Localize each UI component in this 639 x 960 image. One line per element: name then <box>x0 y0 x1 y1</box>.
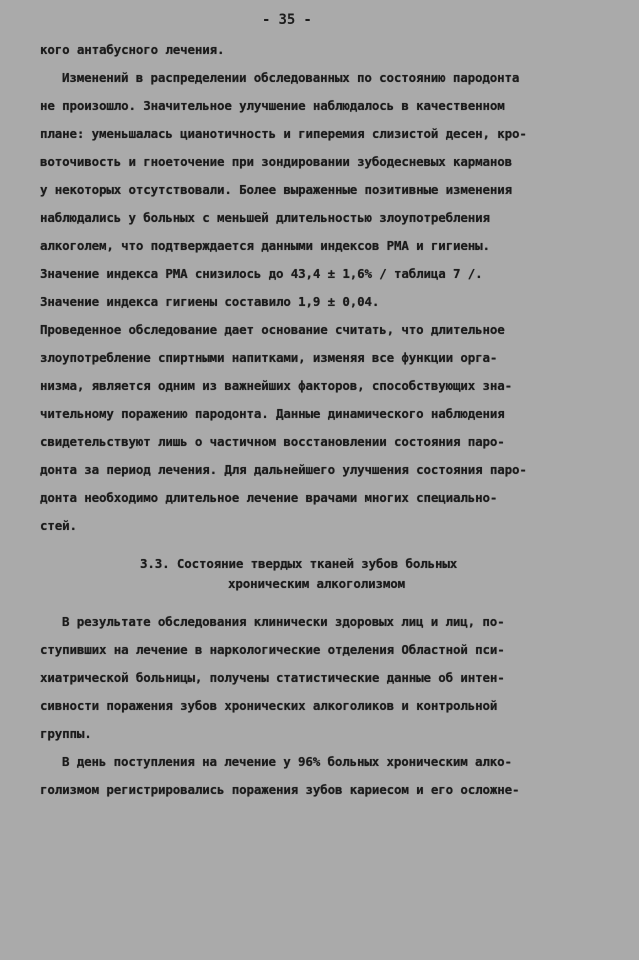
text-line: донта необходимо длительное лечение врачами многих специально- <box>40 490 498 505</box>
text-line: наблюдались у больных с меньшей длительностью злоупотребления <box>40 210 490 225</box>
text-line: свидетельствуют лишь о частичном восстановлении состояния паро- <box>40 434 505 449</box>
text-line: чительному поражению пародонта. Данные динамического наблюдения <box>40 406 505 421</box>
text-line: злоупотребление спиртными напитками, изменяя все функции орга- <box>40 350 498 365</box>
section-title-line-2: хроническим алкоголизмом <box>228 576 406 591</box>
text-line: донта за период лечения. Для дальнейшего улучшения состояния паро- <box>40 462 527 477</box>
section-title-line-1: 3.3. Состояние твердых тканей зубов больных <box>140 556 458 571</box>
text-line: Значение индекса РМА снизилось до 43,4 ± 1,6% / таблица 7 /. <box>40 266 483 281</box>
text-line: хиатрической больницы, получены статистические данные об интен- <box>40 670 505 685</box>
text-line: плане: уменьшалась цианотичность и гиперемия слизистой десен, кро- <box>40 126 527 141</box>
text-line: алкоголем, что подтверждается данными индексов РМА и гигиены. <box>40 238 490 253</box>
text-line: воточивость и гноеточение при зондировании зубодесневых карманов <box>40 154 513 169</box>
text-line: Изменений в распределении обследованных по состоянию пародонта <box>62 70 520 85</box>
text-line: голизмом регистрировались поражения зубов кариесом и его осложне- <box>40 782 520 797</box>
text-line: у некоторых отсутствовали. Более выраженные позитивные изменения <box>40 182 513 197</box>
text-line: не произошло. Значительное улучшение наблюдалось в качественном <box>40 98 505 113</box>
text-line: кого антабусного лечения. <box>40 42 225 57</box>
text-line: сивности поражения зубов хронических алкоголиков и контрольной <box>40 698 498 713</box>
text-line: низма, является одним из важнейших факторов, способствующих зна- <box>40 378 513 393</box>
page-number: - 35 - <box>262 12 312 28</box>
text-line: Проведенное обследование дает основание считать, что длительное <box>40 322 505 337</box>
text-line: ступивших на лечение в наркологические отделения Областной пси- <box>40 642 505 657</box>
text-line: Значение индекса гигиены составило 1,9 ± 0,04. <box>40 294 380 309</box>
text-line: группы. <box>40 726 92 741</box>
text-line: стей. <box>40 518 77 533</box>
text-line: В результате обследования клинически здоровых лиц и лиц, по- <box>62 614 505 629</box>
text-line: В день поступления на лечение у 96% больных хроническим алко- <box>62 754 512 769</box>
